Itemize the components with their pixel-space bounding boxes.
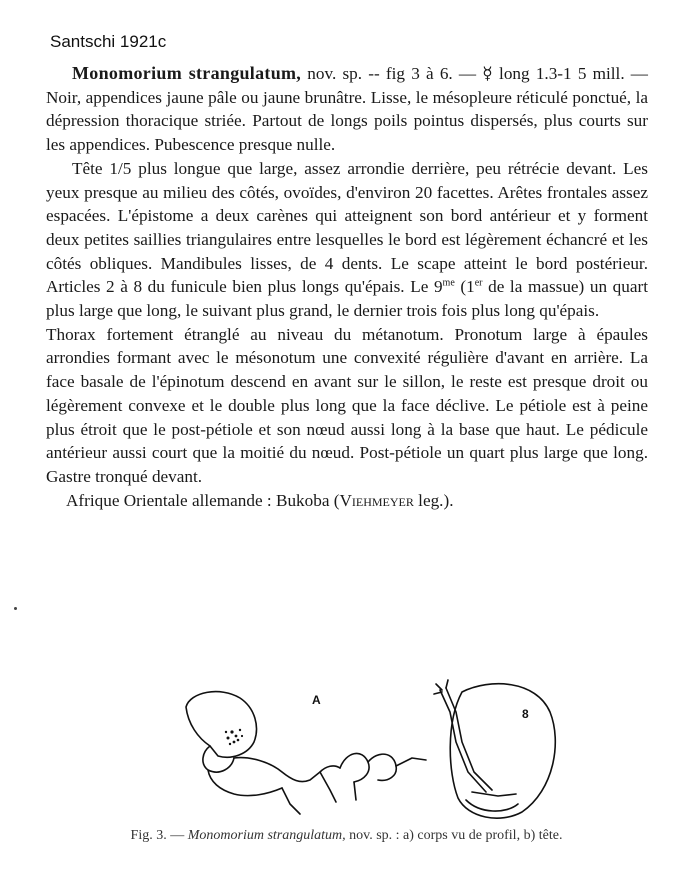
profile-drawing (186, 692, 426, 814)
locality-line (46, 489, 648, 513)
figure-label-b: 8 (522, 707, 529, 721)
species-description (46, 62, 648, 512)
diagnosis-paragraph (46, 62, 648, 157)
citation-header: Santschi 1921c (50, 32, 167, 51)
head-paragraph (46, 157, 648, 323)
head-text-c: de la massue) un quart plus large que long, le suivant plus grand, le dernier trois fois plus long qu'épais. (46, 277, 648, 321)
superscript-er: er (474, 277, 483, 289)
head-text-a: Tête 1/5 plus longue que large, assez arrondie derrière, peu rétrécie devant. Les yeux presque au milieu des côtés, ovoïdes, d'environ 20 facettes. Arêtes frontales assez espacées. L'épistome a deux carènes qui atteignent son bord antérieur et y forment deux petites saillies triangulaires entre lesquelles le bord est légèrement échancré et les côtés obliques. Mandibules lisses, de 4 dents. Le scape atteint le bord postérieur. Articles 2 à 8 du funicule bien plus longs qu'épais. Le 9 (46, 158, 648, 297)
scan-speck (14, 607, 17, 610)
head-drawing (434, 680, 555, 818)
figure-label-a: A (312, 693, 321, 707)
thorax-paragraph: Thorax fortement étranglé au niveau du métanotum. Pronotum large à épaules arrondies formant avec le mésonotum une convexité régulière d'avant en arrière. La face basale de l'épinotum descend en avant sur le sillon, le reste est presque droit ou légèrement convexe et le double plus long que la face déclive. Le pétiole est à peine plus étroit que le post-pétiole et son nœud aussi long à la base que haut. Le pédicule antérieur aussi court que la moitié du nœud. Post-pétiole un quart plus large que long. Gastre tronqué devant. (46, 324, 648, 486)
collector-name: Viehmeyer (339, 490, 414, 510)
locality-suffix: leg.). (413, 490, 454, 510)
caption-species: Monomorium strangulatum, (187, 828, 346, 843)
locality-prefix: Afrique Orientale allemande : Bukoba ( (66, 490, 340, 510)
caption-prefix: Fig. 3. — (130, 828, 188, 843)
superscript-me: me (442, 277, 455, 289)
figure-caption (0, 828, 693, 844)
caption-rest: nov. sp. : a) corps vu de profil, b) tête. (345, 828, 563, 843)
head-text-b: (1 (454, 277, 475, 297)
species-name: Monomorium strangulatum, (72, 63, 302, 83)
specimen-figure (150, 672, 590, 822)
diagnosis-text: nov. sp. -- fig 3 à 6. — ☿ long 1.3-1 5 mill. — Noir, appendices jaune pâle ou jaune brunâtre. Lisse, le mésopleure réticulé ponctué, la dépression thoracique striée. Partout de longs poils pointus dispersés, plus courts sur les appendices. Pubescence presque nulle. (46, 64, 648, 155)
stipple-dots (225, 729, 243, 745)
